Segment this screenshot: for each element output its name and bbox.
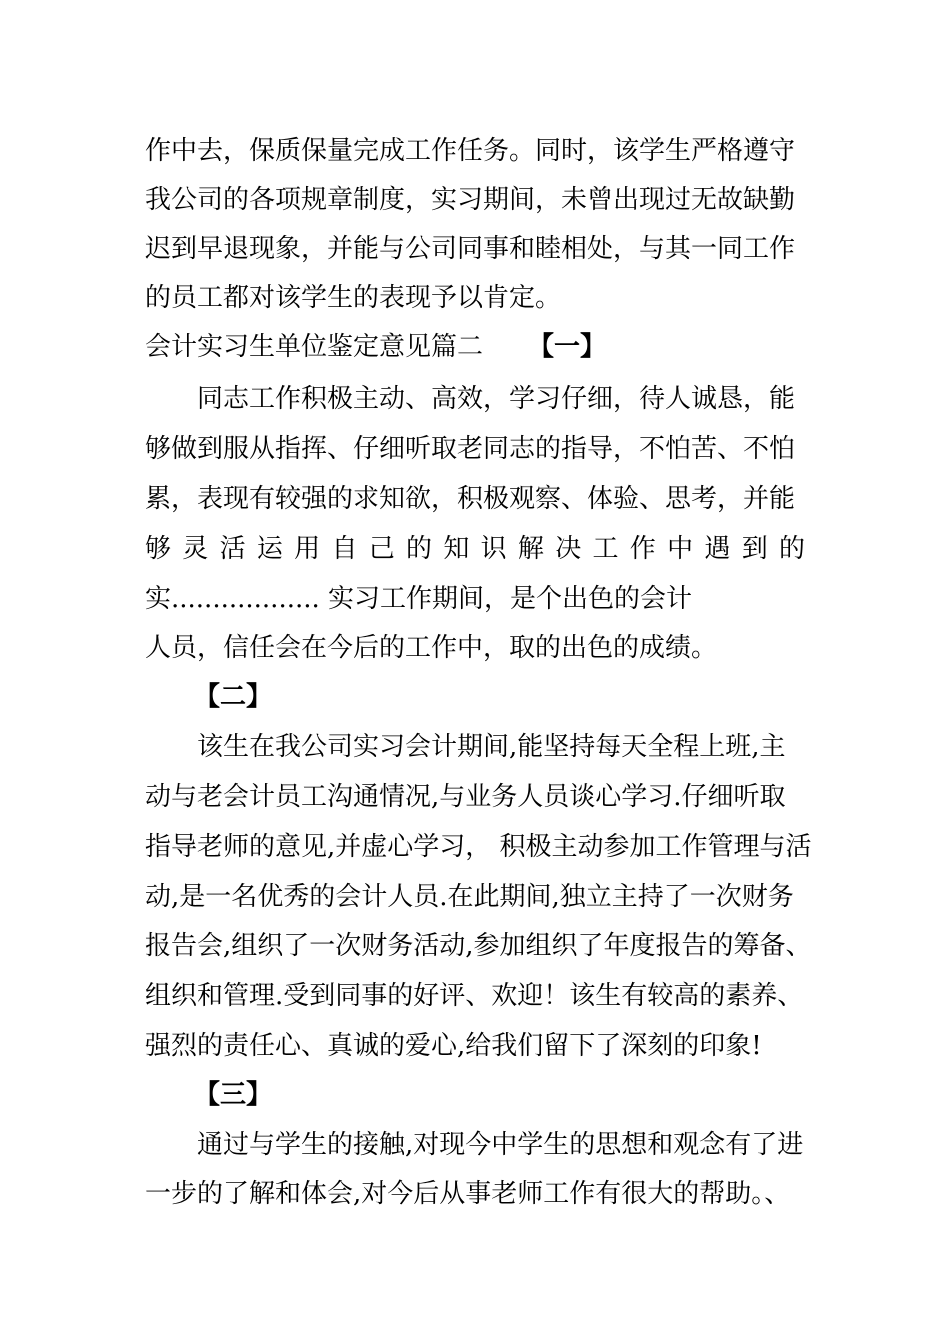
paragraph-3-line-6: 组织和管理.受到同事的好评、欢迎！该生有较高的素养、: [145, 981, 804, 1011]
paragraph-1-line-2: 我公司的各项规章制度，实习期间，未曾出现过无故缺勤: [145, 185, 796, 215]
paragraph-2-line-5: 实.................. 实习工作期间，是个出色的会计: [145, 584, 693, 614]
paragraph-1-line-1: 作中去，保质保量完成工作任务。同时，该学生严格遵守: [145, 136, 796, 166]
paragraph-2-line-4: 够灵活运用自己的知识解决工作中遇到的: [145, 534, 805, 564]
paragraph-2-line-6: 人员，信任会在今后的工作中，取的出色的成绩。: [145, 633, 718, 663]
paragraph-2-line-2: 够做到服从指挥、仔细听取老同志的指导，不怕苦、不怕: [145, 434, 796, 464]
section-heading-label: 【一】: [528, 332, 607, 362]
section-heading-title: 会计实习生单位鉴定意见篇二: [145, 332, 484, 362]
paragraph-3-line-3: 指导老师的意见,并虚心学习， 积极主动参加工作管理与活: [145, 832, 812, 862]
section-heading: [145, 331, 607, 363]
subheading-3: 【三】: [194, 1080, 273, 1110]
paragraph-3-line-5: 报告会,组织了一次财务活动,参加组织了年度报告的筹备、: [145, 931, 812, 961]
paragraph-1-line-4: 的员工都对该学生的表现予以肯定。: [145, 283, 562, 313]
subheading-2: 【二】: [194, 682, 273, 712]
paragraph-2-line-3: 累，表现有较强的求知欲，积极观察、体验、思考，并能: [145, 484, 796, 514]
paragraph-1-line-3: 迟到早退现象，并能与公司同事和睦相处，与其一同工作: [145, 234, 796, 264]
paragraph-3-line-1: 该生在我公司实习会计期间,能坚持每天全程上班,主: [197, 732, 786, 762]
paragraph-4-line-1: 通过与学生的接触,对现今中学生的思想和观念有了进: [197, 1130, 804, 1160]
paragraph-4-line-2: 一步的了解和体会,对今后从事老师工作有很大的帮助。、: [145, 1179, 791, 1209]
paragraph-3-line-2: 动与老会计员工沟通情况,与业务人员谈心学习.仔细听取: [145, 782, 786, 812]
paragraph-2-line-1: 同志工作积极主动、高效，学习仔细，待人诚恳，能: [197, 384, 796, 414]
paragraph-3-line-7: 强烈的责任心、真诚的爱心,给我们留下了深刻的印象!: [145, 1031, 762, 1061]
paragraph-3-line-4: 动,是一名优秀的会计人员.在此期间,独立主持了一次财务: [145, 882, 794, 912]
